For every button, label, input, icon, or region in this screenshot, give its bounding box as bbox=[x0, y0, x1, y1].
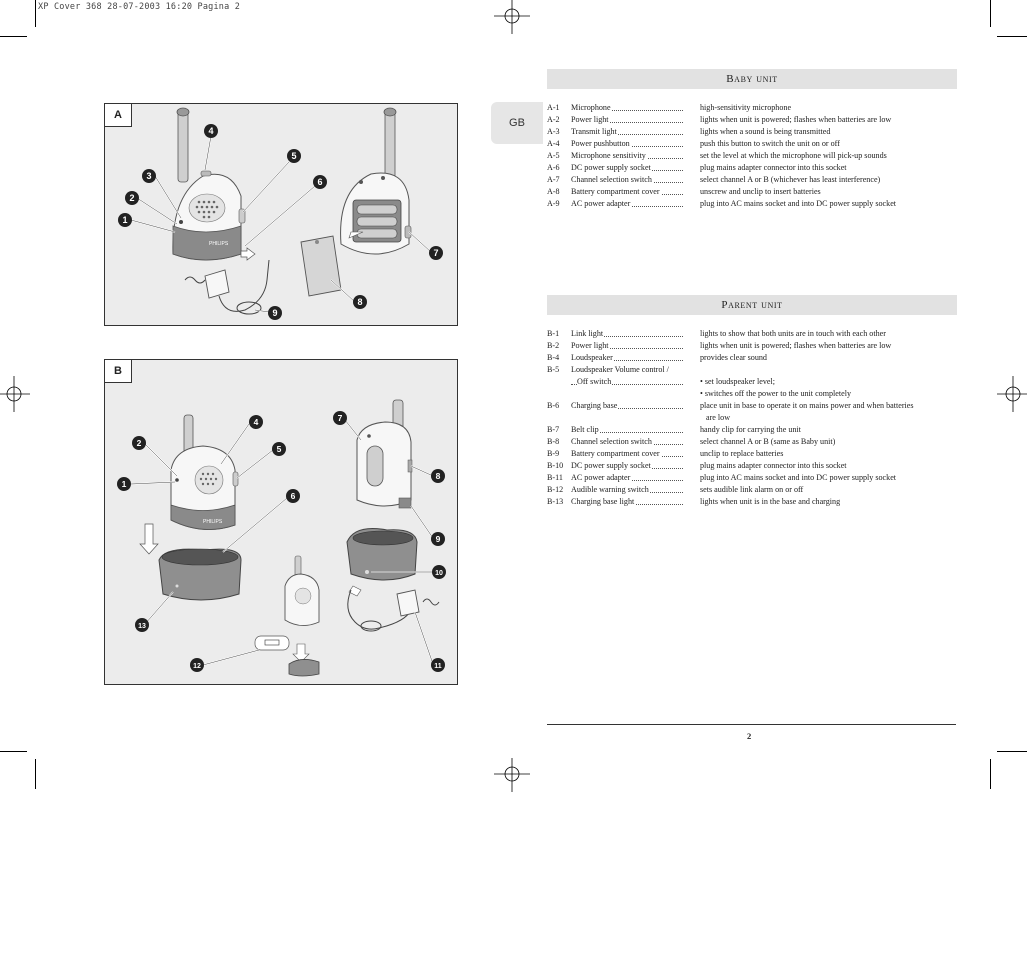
callout-5 bbox=[287, 149, 301, 163]
svg-text:7: 7 bbox=[337, 413, 343, 423]
svg-text:2: 2 bbox=[129, 193, 135, 203]
legend-row: B-9 Battery compartment cover unclip to replace batteries bbox=[547, 449, 784, 458]
legend-row: B-2 Power light lights when unit is powered; flashes when batteries are low bbox=[547, 341, 892, 350]
section-title-parent-unit: Parent unit bbox=[547, 295, 957, 315]
crop-mark bbox=[35, 759, 36, 789]
brand-logo: PHILIPS bbox=[203, 519, 223, 525]
callout-1 bbox=[117, 477, 131, 491]
crop-mark bbox=[0, 751, 27, 752]
language-tab: GB bbox=[491, 102, 543, 144]
callout-2 bbox=[132, 436, 146, 450]
svg-text:7: 7 bbox=[433, 248, 439, 258]
legend-row: A-9 AC power adapter plug into AC mains socket and into DC power supply socket bbox=[547, 199, 897, 208]
callout-4 bbox=[204, 124, 218, 138]
parent-unit-illustration bbox=[105, 360, 457, 684]
legend-row: A-6 DC power supply socket plug mains adapter connector into this socket bbox=[547, 163, 847, 172]
crop-mark bbox=[997, 36, 1027, 37]
callout-9 bbox=[431, 532, 445, 546]
figure-panel-b bbox=[104, 359, 458, 685]
svg-text:3: 3 bbox=[146, 171, 152, 181]
brand-logo: PHILIPS bbox=[209, 241, 229, 247]
registration-mark-icon bbox=[0, 376, 36, 412]
legend-row: B-13 Charging base light lights when unit is in the base and charging bbox=[547, 497, 841, 506]
svg-text:1: 1 bbox=[122, 215, 128, 225]
callout-4 bbox=[249, 415, 263, 429]
svg-text:5: 5 bbox=[276, 444, 282, 454]
crop-mark bbox=[990, 0, 991, 27]
legend-row: A-3 Transmit light lights when a sound is being transmitted bbox=[547, 127, 831, 136]
crop-mark bbox=[997, 751, 1027, 752]
callout-8 bbox=[353, 295, 367, 309]
legend-row: A-2 Power light lights when unit is powered; flashes when batteries are low bbox=[547, 115, 892, 124]
legend-row: A-5 Microphone sensitivity set the level at which the microphone will pick-up sounds bbox=[547, 151, 887, 160]
callout-6 bbox=[286, 489, 300, 503]
callout-6 bbox=[313, 175, 327, 189]
svg-text:1: 1 bbox=[121, 479, 127, 489]
svg-text:2: 2 bbox=[136, 438, 142, 448]
legend-row: B-8 Channel selection switch select channel A or B (same as Baby unit) bbox=[547, 437, 836, 446]
legend-row: A-4 Power pushbutton push this button to switch the unit on or off bbox=[547, 139, 840, 148]
svg-text:4: 4 bbox=[208, 126, 214, 136]
crop-mark bbox=[35, 0, 36, 27]
callout-3 bbox=[142, 169, 156, 183]
callout-8 bbox=[431, 469, 445, 483]
svg-text:9: 9 bbox=[435, 534, 441, 544]
legend-row: B-12 Audible warning switch sets audible link alarm on or off bbox=[547, 485, 804, 494]
baby-unit-illustration bbox=[105, 104, 457, 325]
svg-text:5: 5 bbox=[291, 151, 297, 161]
svg-text:4: 4 bbox=[253, 417, 259, 427]
parent-unit-legend bbox=[547, 328, 967, 508]
legend-row: A-1 Microphone high-sensitivity microphone bbox=[547, 103, 792, 112]
page-number: 2 bbox=[747, 731, 752, 741]
svg-text:6: 6 bbox=[290, 491, 296, 501]
legend-row: B-11 AC power adapter plug into AC mains socket and into DC power supply socket bbox=[547, 473, 897, 482]
legend-row: A-7 Channel selection switch select channel A or B (whichever has least interference) bbox=[547, 175, 881, 184]
registration-mark-icon bbox=[494, 756, 530, 792]
legend-row: are low bbox=[547, 412, 967, 424]
print-stamp: XP Cover 368 28-07-2003 16:20 Pagina 2 bbox=[38, 2, 241, 12]
legend-row: B-4 Loudspeaker provides clear sound bbox=[547, 353, 767, 362]
callout-9 bbox=[268, 306, 282, 320]
crop-mark bbox=[990, 759, 991, 789]
callout-11 bbox=[431, 658, 445, 672]
legend-row: B-6 Charging base place unit in base to operate it on mains power and when batteries bbox=[547, 401, 914, 410]
callout-2 bbox=[125, 191, 139, 205]
footer-rule bbox=[547, 724, 956, 725]
callout-10 bbox=[432, 565, 446, 579]
legend-row: A-8 Battery compartment cover unscrew and unclip to insert batteries bbox=[547, 187, 821, 196]
figure-panel-a bbox=[104, 103, 458, 326]
legend-row: B-5 Loudspeaker Volume control / bbox=[547, 365, 669, 374]
section-title-baby-unit: Baby unit bbox=[547, 69, 957, 89]
svg-text:11: 11 bbox=[434, 663, 442, 670]
registration-mark-icon bbox=[991, 376, 1027, 412]
svg-text:10: 10 bbox=[435, 570, 443, 577]
svg-text:13: 13 bbox=[138, 623, 146, 630]
callout-7 bbox=[429, 246, 443, 260]
callout-13 bbox=[135, 618, 149, 632]
callout-7 bbox=[333, 411, 347, 425]
svg-text:8: 8 bbox=[357, 297, 363, 307]
callout-5 bbox=[272, 442, 286, 456]
svg-text:6: 6 bbox=[317, 177, 323, 187]
svg-text:12: 12 bbox=[193, 663, 201, 670]
legend-row: B-1 Link light lights to show that both units are in touch with each other bbox=[547, 329, 886, 338]
panel-label-a: A bbox=[105, 104, 132, 127]
legend-row: Off switch • set loudspeaker level; bbox=[547, 376, 967, 388]
legend-row: • switches off the power to the unit completely bbox=[547, 388, 967, 400]
svg-text:9: 9 bbox=[272, 308, 278, 318]
callout-12 bbox=[190, 658, 204, 672]
baby-unit-legend bbox=[547, 102, 967, 210]
svg-text:8: 8 bbox=[435, 471, 441, 481]
registration-mark-icon bbox=[494, 0, 530, 36]
callout-1 bbox=[118, 213, 132, 227]
panel-label-b: B bbox=[105, 360, 132, 383]
legend-row: B-7 Belt clip handy clip for carrying the unit bbox=[547, 425, 801, 434]
legend-row: B-10 DC power supply socket plug mains adapter connector into this socket bbox=[547, 461, 847, 470]
crop-mark bbox=[0, 36, 27, 37]
